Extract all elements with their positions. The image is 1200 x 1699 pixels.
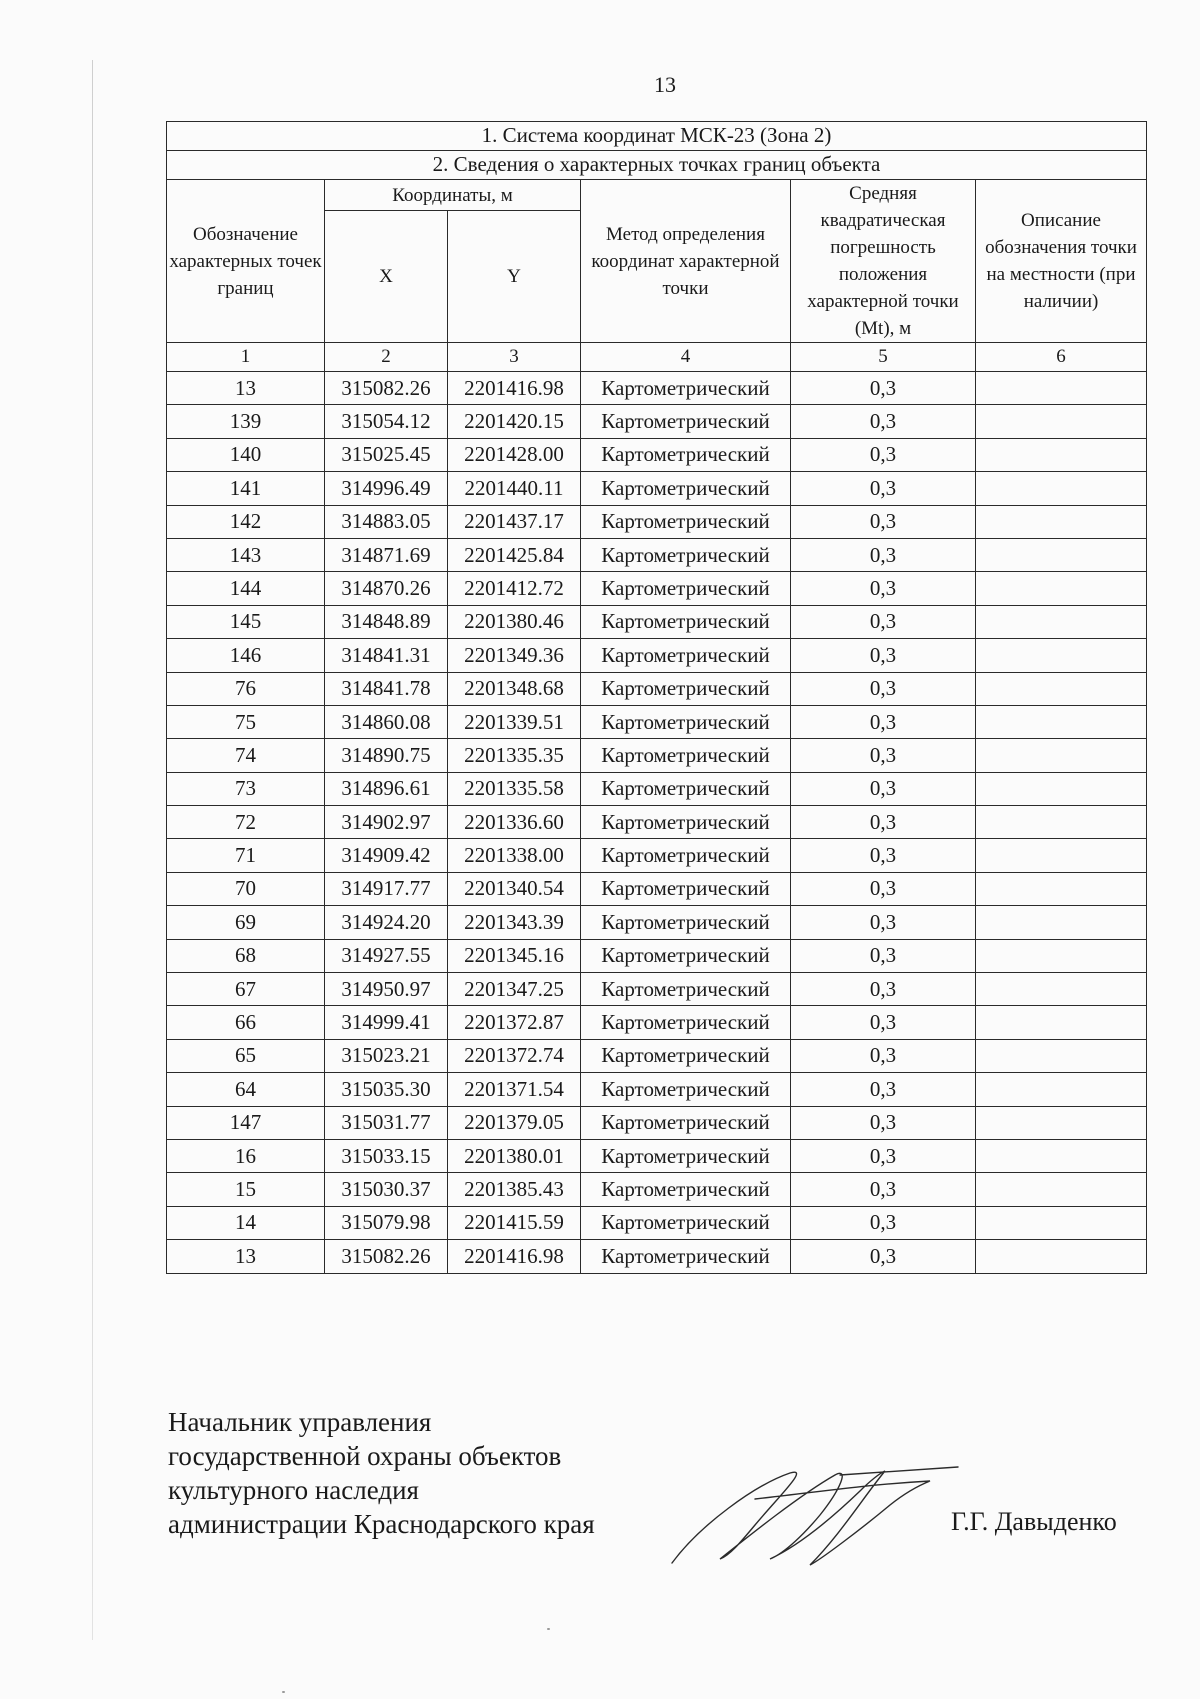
description-cell <box>976 973 1147 1006</box>
description-cell <box>976 906 1147 939</box>
point-id-cell: 72 <box>167 806 325 839</box>
method-cell: Картометрический <box>581 806 791 839</box>
description-cell <box>976 1006 1147 1039</box>
table-row <box>167 472 1147 505</box>
point-id-cell: 141 <box>167 472 325 505</box>
x-coordinate-cell: 314999.41 <box>325 1006 448 1039</box>
error-cell: 0,3 <box>791 906 976 939</box>
description-cell <box>976 472 1147 505</box>
method-cell: Картометрический <box>581 839 791 872</box>
point-id-cell: 144 <box>167 572 325 605</box>
point-id-cell: 15 <box>167 1173 325 1206</box>
y-coordinate-cell: 2201372.74 <box>448 1039 581 1072</box>
point-id-cell: 142 <box>167 505 325 538</box>
point-id-cell: 67 <box>167 973 325 1006</box>
method-cell: Картометрический <box>581 1039 791 1072</box>
table-row <box>167 1006 1147 1039</box>
description-cell <box>976 372 1147 405</box>
method-cell: Картометрический <box>581 505 791 538</box>
table-row <box>167 505 1147 538</box>
error-cell: 0,3 <box>791 1006 976 1039</box>
y-coordinate-cell: 2201412.72 <box>448 572 581 605</box>
x-coordinate-cell: 314996.49 <box>325 472 448 505</box>
x-coordinate-cell: 315079.98 <box>325 1206 448 1239</box>
column-numbers-row <box>167 343 1147 372</box>
method-cell: Картометрический <box>581 906 791 939</box>
error-cell: 0,3 <box>791 1039 976 1072</box>
x-coordinate-cell: 315082.26 <box>325 1240 448 1273</box>
error-cell: 0,3 <box>791 973 976 1006</box>
error-cell: 0,3 <box>791 639 976 672</box>
x-coordinate-cell: 315035.30 <box>325 1073 448 1106</box>
table-row <box>167 939 1147 972</box>
point-id-cell: 74 <box>167 739 325 772</box>
x-coordinate-cell: 314924.20 <box>325 906 448 939</box>
error-cell: 0,3 <box>791 739 976 772</box>
error-cell: 0,3 <box>791 672 976 705</box>
error-cell: 0,3 <box>791 438 976 471</box>
x-coordinate-cell: 314870.26 <box>325 572 448 605</box>
method-cell: Картометрический <box>581 1006 791 1039</box>
description-cell <box>976 605 1147 638</box>
y-coordinate-cell: 2201380.46 <box>448 605 581 638</box>
point-id-cell: 14 <box>167 1206 325 1239</box>
point-id-cell: 71 <box>167 839 325 872</box>
y-coordinate-cell: 2201339.51 <box>448 705 581 738</box>
table-subtitle-row <box>167 151 1147 180</box>
method-cell: Картометрический <box>581 538 791 571</box>
y-coordinate-cell: 2201343.39 <box>448 906 581 939</box>
y-coordinate-cell: 2201420.15 <box>448 405 581 438</box>
column-number: 4 <box>581 343 791 372</box>
error-cell: 0,3 <box>791 772 976 805</box>
y-coordinate-cell: 2201336.60 <box>448 806 581 839</box>
point-id-cell: 69 <box>167 906 325 939</box>
point-id-cell: 66 <box>167 1006 325 1039</box>
table-row <box>167 1106 1147 1139</box>
table-row <box>167 872 1147 905</box>
error-cell: 0,3 <box>791 605 976 638</box>
method-cell: Картометрический <box>581 1240 791 1273</box>
point-id-cell: 147 <box>167 1106 325 1139</box>
point-id-cell: 139 <box>167 405 325 438</box>
method-cell: Картометрический <box>581 973 791 1006</box>
table-row <box>167 672 1147 705</box>
description-cell <box>976 1039 1147 1072</box>
x-coordinate-cell: 315025.45 <box>325 438 448 471</box>
signature-title-line: администрации Краснодарского края <box>168 1509 595 1539</box>
signature-title-line: культурного наследия <box>168 1475 419 1505</box>
x-coordinate-cell: 315023.21 <box>325 1039 448 1072</box>
page-margin-line <box>92 60 93 1640</box>
y-coordinate-cell: 2201380.01 <box>448 1139 581 1172</box>
y-coordinate-cell: 2201348.68 <box>448 672 581 705</box>
error-cell: 0,3 <box>791 839 976 872</box>
header-description: Описание обозначения точки на местности (при наличии) <box>976 180 1147 343</box>
description-cell <box>976 639 1147 672</box>
y-coordinate-cell: 2201437.17 <box>448 505 581 538</box>
point-id-cell: 64 <box>167 1073 325 1106</box>
x-coordinate-cell: 314871.69 <box>325 538 448 571</box>
table-row <box>167 538 1147 571</box>
x-coordinate-cell: 314917.77 <box>325 872 448 905</box>
description-cell <box>976 1139 1147 1172</box>
method-cell: Картометрический <box>581 572 791 605</box>
method-cell: Картометрический <box>581 1139 791 1172</box>
method-cell: Картометрический <box>581 405 791 438</box>
table-row <box>167 639 1147 672</box>
error-cell: 0,3 <box>791 538 976 571</box>
coordinate-system-title: 1. Система координат МСК-23 (Зона 2) <box>167 122 1147 151</box>
description-cell <box>976 1173 1147 1206</box>
table-row <box>167 806 1147 839</box>
method-cell: Картометрический <box>581 1173 791 1206</box>
description-cell <box>976 438 1147 471</box>
header-method: Метод определения координат характерной точки <box>581 180 791 343</box>
method-cell: Картометрический <box>581 639 791 672</box>
point-id-cell: 68 <box>167 939 325 972</box>
point-id-cell: 145 <box>167 605 325 638</box>
error-cell: 0,3 <box>791 705 976 738</box>
description-cell <box>976 405 1147 438</box>
handwritten-signature <box>660 1455 960 1575</box>
description-cell <box>976 572 1147 605</box>
header-error: Средняя квадратическая погрешность положения характерной точки (Mt), м <box>791 180 976 343</box>
table-row <box>167 1139 1147 1172</box>
y-coordinate-cell: 2201416.98 <box>448 372 581 405</box>
description-cell <box>976 505 1147 538</box>
error-cell: 0,3 <box>791 1173 976 1206</box>
x-coordinate-cell: 315054.12 <box>325 405 448 438</box>
description-cell <box>976 1206 1147 1239</box>
method-cell: Картометрический <box>581 438 791 471</box>
method-cell: Картометрический <box>581 872 791 905</box>
column-number: 2 <box>325 343 448 372</box>
signer-name: Г.Г. Давыденко <box>951 1507 1117 1536</box>
coordinates-table <box>166 121 1147 1274</box>
x-coordinate-cell: 314950.97 <box>325 973 448 1006</box>
description-cell <box>976 806 1147 839</box>
method-cell: Картометрический <box>581 1106 791 1139</box>
description-cell <box>976 1073 1147 1106</box>
point-id-cell: 73 <box>167 772 325 805</box>
error-cell: 0,3 <box>791 472 976 505</box>
point-id-cell: 146 <box>167 639 325 672</box>
error-cell: 0,3 <box>791 1073 976 1106</box>
table-row <box>167 705 1147 738</box>
x-coordinate-cell: 314909.42 <box>325 839 448 872</box>
error-cell: 0,3 <box>791 939 976 972</box>
error-cell: 0,3 <box>791 372 976 405</box>
x-coordinate-cell: 314848.89 <box>325 605 448 638</box>
x-coordinate-cell: 314890.75 <box>325 739 448 772</box>
boundary-points-title: 2. Сведения о характерных точках границ объекта <box>167 151 1147 180</box>
description-cell <box>976 939 1147 972</box>
point-id-cell: 13 <box>167 372 325 405</box>
y-coordinate-cell: 2201335.35 <box>448 739 581 772</box>
point-id-cell: 65 <box>167 1039 325 1072</box>
table-row <box>167 572 1147 605</box>
y-coordinate-cell: 2201345.16 <box>448 939 581 972</box>
point-id-cell: 75 <box>167 705 325 738</box>
x-coordinate-cell: 315030.37 <box>325 1173 448 1206</box>
x-coordinate-cell: 314841.31 <box>325 639 448 672</box>
error-cell: 0,3 <box>791 806 976 839</box>
y-coordinate-cell: 2201425.84 <box>448 538 581 571</box>
description-cell <box>976 839 1147 872</box>
table-row <box>167 1173 1147 1206</box>
error-cell: 0,3 <box>791 872 976 905</box>
x-coordinate-cell: 314896.61 <box>325 772 448 805</box>
description-cell <box>976 1106 1147 1139</box>
error-cell: 0,3 <box>791 572 976 605</box>
error-cell: 0,3 <box>791 1106 976 1139</box>
header-coordinates: Координаты, м <box>325 180 581 211</box>
x-coordinate-cell: 314883.05 <box>325 505 448 538</box>
method-cell: Картометрический <box>581 472 791 505</box>
point-id-cell: 143 <box>167 538 325 571</box>
description-cell <box>976 538 1147 571</box>
point-id-cell: 70 <box>167 872 325 905</box>
column-number: 5 <box>791 343 976 372</box>
y-coordinate-cell: 2201440.11 <box>448 472 581 505</box>
y-coordinate-cell: 2201371.54 <box>448 1073 581 1106</box>
point-id-cell: 76 <box>167 672 325 705</box>
x-coordinate-cell: 314927.55 <box>325 939 448 972</box>
method-cell: Картометрический <box>581 1206 791 1239</box>
y-coordinate-cell: 2201372.87 <box>448 1006 581 1039</box>
x-coordinate-cell: 314860.08 <box>325 705 448 738</box>
point-id-cell: 13 <box>167 1240 325 1273</box>
scan-speck <box>282 1691 285 1693</box>
table-row <box>167 1206 1147 1239</box>
method-cell: Картометрический <box>581 939 791 972</box>
method-cell: Картометрический <box>581 605 791 638</box>
error-cell: 0,3 <box>791 1240 976 1273</box>
table-row <box>167 973 1147 1006</box>
y-coordinate-cell: 2201335.58 <box>448 772 581 805</box>
x-coordinate-cell: 314841.78 <box>325 672 448 705</box>
table-row <box>167 605 1147 638</box>
page-number: 13 <box>654 72 676 97</box>
table-row <box>167 1240 1147 1273</box>
method-cell: Картометрический <box>581 372 791 405</box>
x-coordinate-cell: 315031.77 <box>325 1106 448 1139</box>
scan-speck <box>547 1628 550 1630</box>
table-row <box>167 372 1147 405</box>
method-cell: Картометрический <box>581 739 791 772</box>
table-row <box>167 1073 1147 1106</box>
description-cell <box>976 672 1147 705</box>
column-number: 3 <box>448 343 581 372</box>
column-number: 1 <box>167 343 325 372</box>
table-row <box>167 906 1147 939</box>
method-cell: Картометрический <box>581 705 791 738</box>
error-cell: 0,3 <box>791 405 976 438</box>
column-number: 6 <box>976 343 1147 372</box>
y-coordinate-cell: 2201340.54 <box>448 872 581 905</box>
table-row <box>167 739 1147 772</box>
error-cell: 0,3 <box>791 505 976 538</box>
y-coordinate-cell: 2201338.00 <box>448 839 581 872</box>
header-designation: Обозначение характерных точек границ <box>167 180 325 343</box>
method-cell: Картометрический <box>581 1073 791 1106</box>
table-row <box>167 839 1147 872</box>
point-id-cell: 16 <box>167 1139 325 1172</box>
y-coordinate-cell: 2201385.43 <box>448 1173 581 1206</box>
description-cell <box>976 872 1147 905</box>
table-row <box>167 438 1147 471</box>
y-coordinate-cell: 2201349.36 <box>448 639 581 672</box>
y-coordinate-cell: 2201347.25 <box>448 973 581 1006</box>
table-title-row <box>167 122 1147 151</box>
table-row <box>167 1039 1147 1072</box>
method-cell: Картометрический <box>581 772 791 805</box>
y-coordinate-cell: 2201428.00 <box>448 438 581 471</box>
description-cell <box>976 739 1147 772</box>
header-x: X <box>325 211 448 343</box>
description-cell <box>976 1240 1147 1273</box>
x-coordinate-cell: 314902.97 <box>325 806 448 839</box>
y-coordinate-cell: 2201415.59 <box>448 1206 581 1239</box>
x-coordinate-cell: 315082.26 <box>325 372 448 405</box>
table-row <box>167 772 1147 805</box>
point-id-cell: 140 <box>167 438 325 471</box>
table-row <box>167 405 1147 438</box>
header-y: Y <box>448 211 581 343</box>
y-coordinate-cell: 2201379.05 <box>448 1106 581 1139</box>
description-cell <box>976 705 1147 738</box>
signature-title-line: государственной охраны объектов <box>168 1441 562 1471</box>
description-cell <box>976 772 1147 805</box>
error-cell: 0,3 <box>791 1206 976 1239</box>
method-cell: Картометрический <box>581 672 791 705</box>
header-row-top <box>167 180 1147 211</box>
signature-title-block <box>168 1405 595 1541</box>
error-cell: 0,3 <box>791 1139 976 1172</box>
x-coordinate-cell: 315033.15 <box>325 1139 448 1172</box>
signature-title-line: Начальник управления <box>168 1407 432 1437</box>
y-coordinate-cell: 2201416.98 <box>448 1240 581 1273</box>
